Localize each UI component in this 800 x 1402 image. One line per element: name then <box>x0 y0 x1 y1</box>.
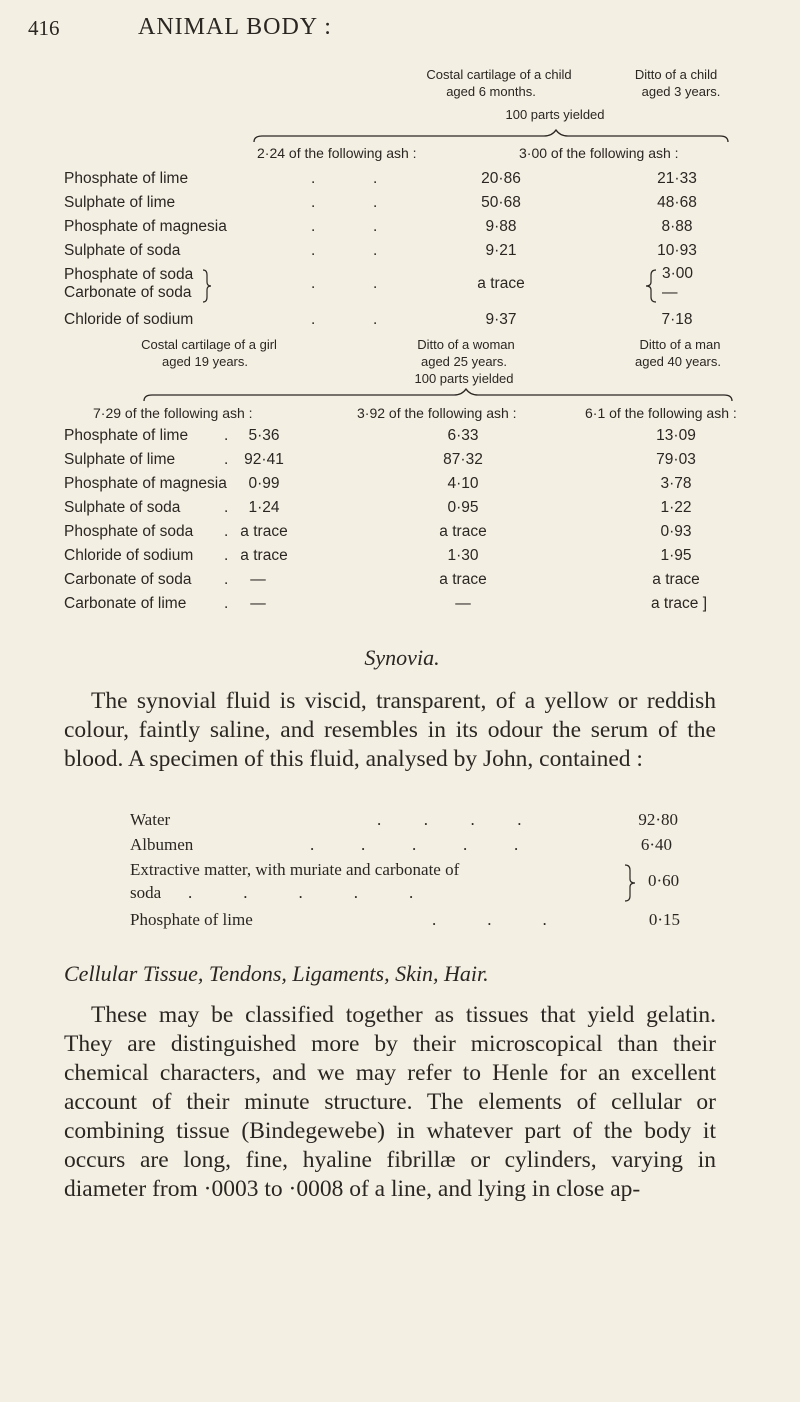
t1-row-v2: 21·33 <box>657 170 697 187</box>
t2-row-v3: a trace ] <box>651 595 707 612</box>
t1-brace-left <box>645 269 657 303</box>
t1-row-v2: 7·18 <box>661 311 693 328</box>
t1-row-v2: 8·88 <box>661 218 693 235</box>
t2-row-v3: 13·09 <box>656 427 696 444</box>
t2-row-label: Phosphate of lime <box>64 427 189 444</box>
cellular-heading: Cellular Tissue, Tendons, Ligaments, Skin, Hair. <box>64 961 489 986</box>
t1-col1-heading-line1: Costal cartilage of a child <box>426 67 572 82</box>
analysis-row-label: Phosphate of lime <box>130 910 253 929</box>
t2-col1-heading-line2: aged 19 years. <box>161 354 249 369</box>
t1-brace-right <box>202 269 212 303</box>
synovia-paragraph: The synovial fluid is viscid, transparent, of a yellow or reddish colour, faintly saline, and resembles in its odour the serum of the blood. A specimen of this fluid, analysed by John, contained : <box>64 688 716 772</box>
t2-row-label: Carbonate of soda <box>64 571 192 588</box>
t2-ash1: 7·29 of the following ash : <box>93 405 253 421</box>
t2-row-label: Carbonate of lime <box>64 595 187 612</box>
t1-col2-heading-line1: Ditto of a child <box>634 67 718 82</box>
t1-trace-merged: a trace <box>477 275 525 292</box>
running-title: ANIMAL BODY : <box>138 14 332 40</box>
t1-row-v1: 50·68 <box>481 194 521 211</box>
t2-ash2: 3·92 of the following ash : <box>357 405 517 421</box>
t2-row-v2: 6·33 <box>447 427 479 444</box>
t2-row-v2: 0·95 <box>447 499 479 516</box>
t2-row-v2: — <box>455 595 471 612</box>
t2-row-v3: 0·93 <box>660 523 692 540</box>
t1-row-label: Chloride of sodium <box>64 311 194 328</box>
t1-row-v2: 3·00 <box>662 265 694 282</box>
t1-row-label: Phosphate of magnesia <box>64 218 227 235</box>
analysis-brace <box>624 864 636 902</box>
analysis-row-value: 6·40 <box>640 835 672 854</box>
t1-row-label: Phosphate of lime <box>64 170 189 187</box>
t1-row-label: Carbonate of soda <box>64 284 192 301</box>
t2-col3-heading-line2: aged 40 years. <box>634 354 722 369</box>
t2-row-label: Phosphate of soda <box>64 523 194 540</box>
t1-row-v1: 9·37 <box>485 311 517 328</box>
t2-row-v2: 4·10 <box>447 475 479 492</box>
t2-col2-heading-line1: Ditto of a woman <box>417 337 515 352</box>
t2-row-v3: 3·78 <box>660 475 692 492</box>
cellular-paragraph: These may be classified together as tissues that yield gelatin. They are distinguished more by their microscopical than their chemical characters, and we may refer to Henle for an excellent account of their minute structure. The elements of cellular or combining tissue (Bindegewebe) in whatever part of the body it occurs are long, fine, hyaline fibrillæ or cylinders, varying in diameter from ·0003 to ·0008 of a line, and lying in close ap- <box>64 1002 716 1202</box>
t2-row-v2: a trace <box>439 523 487 540</box>
page-number: 416 <box>28 16 60 40</box>
t2-row-v1: 5·36 <box>248 427 280 444</box>
t2-row-v1: a trace <box>240 547 288 564</box>
t2-row-v3: a trace <box>652 571 700 588</box>
t2-row-label: Sulphate of soda <box>64 499 181 516</box>
t1-col2-heading-line2: aged 3 years. <box>641 84 721 99</box>
analysis-row-label: Albumen <box>130 835 194 854</box>
t1-row-label: Phosphate of soda <box>64 266 194 283</box>
t2-row-label: Phosphate of magnesia <box>64 475 227 492</box>
t1-row-v2: 10·93 <box>657 242 697 259</box>
analysis-row-label-cont: soda <box>130 883 162 902</box>
t2-row-v3: 1·22 <box>660 499 692 516</box>
t2-col1-heading-line1: Costal cartilage of a girl <box>141 337 277 352</box>
t2-row-v2: 87·32 <box>443 451 483 468</box>
t1-yielded: 100 parts yielded <box>505 107 605 122</box>
t1-row-label: Sulphate of lime <box>64 194 176 211</box>
t1-row-v1: 9·88 <box>485 218 517 235</box>
t2-row-v1: 92·41 <box>244 451 284 468</box>
t2-row-label: Chloride of sodium <box>64 547 194 564</box>
analysis-row-label: Extractive matter, with muriate and carbonate of <box>130 860 460 879</box>
t1-row-label: Sulphate of soda <box>64 242 181 259</box>
t2-row-v1: — <box>250 595 266 612</box>
t1-col1-heading-line2: aged 6 months. <box>446 84 536 99</box>
t2-col3-heading-line1: Ditto of a man <box>639 337 721 352</box>
t2-row-v3: 79·03 <box>656 451 696 468</box>
analysis-row-label: Water <box>130 810 171 829</box>
t2-yielded: 100 parts yielded <box>414 371 514 386</box>
analysis-row-value: 0·60 <box>648 871 680 890</box>
t1-row-v1: 20·86 <box>481 170 521 187</box>
t2-row-v3: 1·95 <box>660 547 692 564</box>
t2-ash3: 6·1 of the following ash : <box>585 405 737 421</box>
t1-ash1: 2·24 of the following ash : <box>257 145 417 161</box>
t2-span-brace <box>142 387 742 407</box>
t2-row-v1: a trace <box>240 523 288 540</box>
t1-ash2: 3·00 of the following ash : <box>519 145 679 161</box>
t2-row-v2: a trace <box>439 571 487 588</box>
t1-row-v2: 48·68 <box>657 194 697 211</box>
t2-row-v1: 1·24 <box>248 499 280 516</box>
t2-row-v2: 1·30 <box>447 547 479 564</box>
t1-row-v2: — <box>662 284 678 301</box>
t2-col2-heading-line2: aged 25 years. <box>420 354 508 369</box>
analysis-row-value: 92·80 <box>638 810 678 829</box>
t2-row-v1: — <box>250 571 266 588</box>
t1-row-v1: 9·21 <box>485 242 517 259</box>
synovia-heading: Synovia. <box>364 645 440 670</box>
t2-row-v1: 0·99 <box>248 475 280 492</box>
analysis-row-value: 0·15 <box>648 910 680 929</box>
t2-row-label: Sulphate of lime <box>64 451 176 468</box>
